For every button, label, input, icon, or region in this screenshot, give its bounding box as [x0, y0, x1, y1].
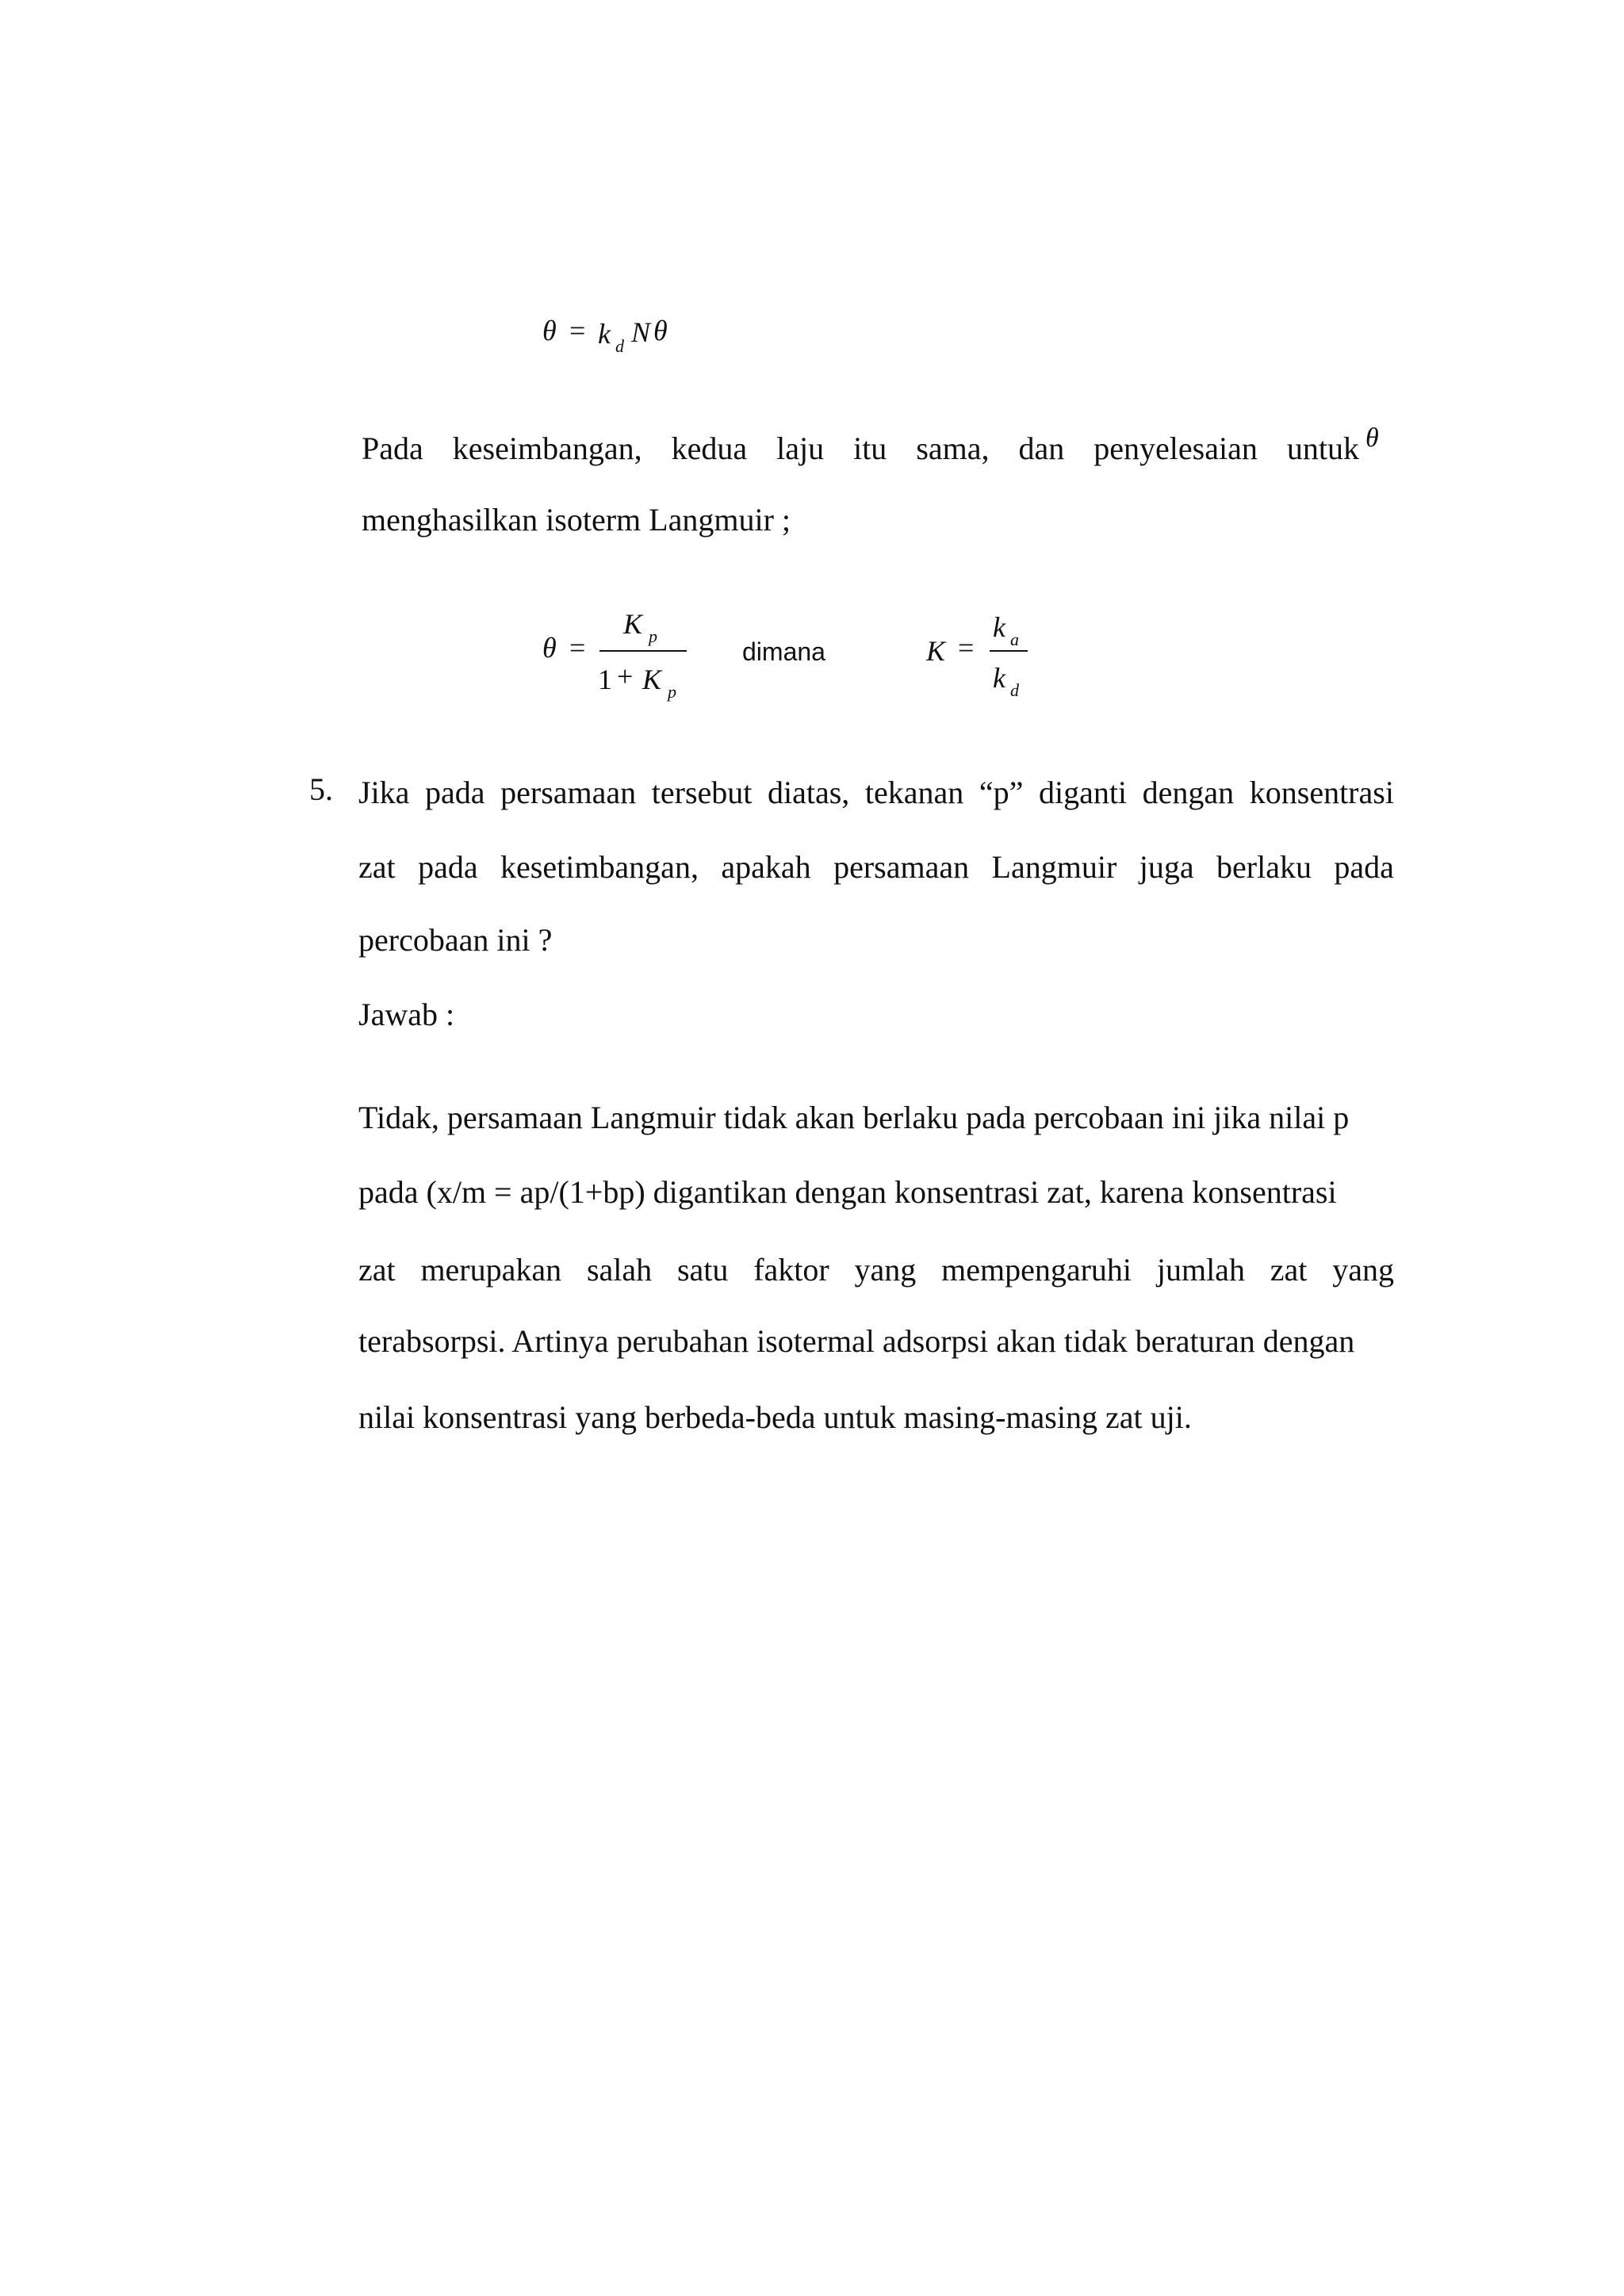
- theta-symbol: θ: [653, 315, 668, 346]
- n-symbol: N: [631, 316, 651, 348]
- dimana-label: dimana: [742, 637, 825, 666]
- theta-symbol: θ: [1365, 423, 1379, 453]
- fraction-bar: [599, 650, 687, 652]
- theta-symbol: θ: [542, 632, 557, 664]
- list-number: 5.: [309, 771, 333, 807]
- subscript-d: d: [615, 336, 624, 356]
- paragraph-line: menghasilkan isoterm Langmuir ;: [362, 502, 791, 538]
- jawab-label: Jawab :: [358, 997, 455, 1032]
- paragraph-line: percobaan ini ?: [358, 922, 553, 958]
- answer-line: pada (x/m = ap/(1+bp) digantikan dengan konsentrasi zat, karena konsentrasi: [358, 1174, 1337, 1210]
- numeral-one: 1: [598, 664, 612, 695]
- k-symbol: k: [993, 611, 1005, 643]
- k-symbol: K: [926, 635, 946, 667]
- equals-sign: =: [569, 315, 586, 346]
- subscript-p: p: [649, 626, 657, 646]
- answer-line: Tidak, persamaan Langmuir tidak akan berlaku pada percobaan ini jika nilai p: [358, 1100, 1350, 1135]
- fraction-bar: [990, 650, 1028, 652]
- subscript-a: a: [1010, 629, 1019, 649]
- k-symbol: k: [993, 662, 1005, 694]
- k-symbol: K: [642, 664, 662, 695]
- subscript-d: d: [1010, 680, 1019, 700]
- plus-sign: +: [617, 660, 634, 692]
- subscript-p: p: [668, 682, 676, 702]
- answer-line: zat merupakan salah satu faktor yang mempengaruhi jumlah zat yang: [358, 1252, 1394, 1288]
- paragraph-line: Pada keseimbangan, kedua laju itu sama, dan penyelesaian untuk: [362, 430, 1359, 466]
- theta-symbol: θ: [542, 315, 557, 346]
- paragraph-line: zat pada kesetimbangan, apakah persamaan Langmuir juga berlaku pada: [358, 849, 1394, 885]
- answer-line: terabsorpsi. Artinya perubahan isotermal adsorpsi akan tidak beraturan dengan: [358, 1323, 1355, 1359]
- equals-sign: =: [569, 632, 586, 664]
- paragraph-line: Jika pada persamaan tersebut diatas, tekanan “p” diganti dengan konsentrasi: [358, 775, 1394, 810]
- equals-sign: =: [958, 632, 975, 664]
- k-symbol: K: [623, 608, 643, 640]
- answer-line: nilai konsentrasi yang berbeda-beda untuk masing-masing zat uji.: [358, 1399, 1192, 1435]
- k-symbol: k: [598, 318, 611, 350]
